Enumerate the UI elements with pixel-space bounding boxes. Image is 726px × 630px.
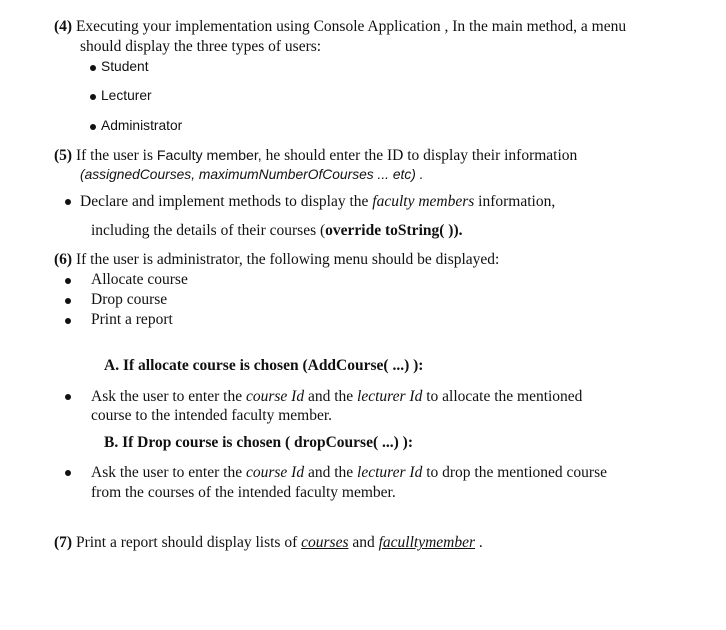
section-4-number: (4): [54, 18, 73, 35]
faculty-member-link: faculltymember: [378, 534, 476, 551]
section-5-number: (5): [54, 147, 73, 164]
section-7-line: (7) Print a report should display lists of courses and faculltymember .: [54, 534, 483, 551]
bullet-icon: [65, 394, 71, 400]
user-type-lecturer: Lecturer: [101, 88, 152, 103]
bullet-icon: [65, 278, 71, 284]
subsection-a-heading: A. If allocate course is chosen (AddCourse( ...) ):: [104, 357, 424, 374]
admin-menu-drop: Drop course: [91, 291, 168, 308]
bullet-icon: [90, 124, 96, 130]
section-6-line-1: (6) If the user is administrator, the following menu should be displayed:: [54, 251, 500, 268]
section-7-number: (7): [54, 534, 73, 551]
section-6-number: (6): [54, 251, 73, 268]
admin-menu-report: Print a report: [91, 311, 173, 328]
section-4-line-1: (4) Executing your implementation using Console Application , In the main method, a menu: [54, 18, 627, 35]
bullet-icon: [65, 318, 71, 324]
user-type-student: Student: [101, 59, 149, 74]
subsection-b-line-1: Ask the user to enter the course Id and the lecturer Id to drop the mentioned course: [91, 464, 607, 481]
subsection-b-heading: B. If Drop course is chosen ( dropCourse( ...) ):: [104, 434, 413, 451]
subsection-a-line-1: Ask the user to enter the course Id and the lecturer Id to allocate the mentioned: [91, 388, 583, 405]
subsection-b-line-2: from the courses of the intended faculty member.: [91, 484, 396, 501]
bullet-icon: [65, 199, 71, 205]
user-type-administrator: Administrator: [101, 118, 183, 133]
section-4-line-2: should display the three types of users:: [80, 38, 322, 55]
section-5-bullet-line-2: including the details of their courses (override toString( )).: [91, 222, 463, 239]
section-5-line-1: (5) If the user is Faculty member, he should enter the ID to display their information: [54, 147, 578, 164]
bullet-icon: [90, 65, 96, 71]
bullet-icon: [90, 94, 96, 100]
bullet-icon: [65, 470, 71, 476]
courses-link: courses: [301, 534, 349, 551]
subsection-a-line-2: course to the intended faculty member.: [91, 407, 333, 424]
section-5-bullet-line-1: Declare and implement methods to display the faculty members information,: [80, 193, 556, 210]
admin-menu-allocate: Allocate course: [91, 271, 188, 288]
bullet-icon: [65, 298, 71, 304]
section-5-example: (assignedCourses, maximumNumberOfCourses ... etc) .: [80, 167, 424, 182]
